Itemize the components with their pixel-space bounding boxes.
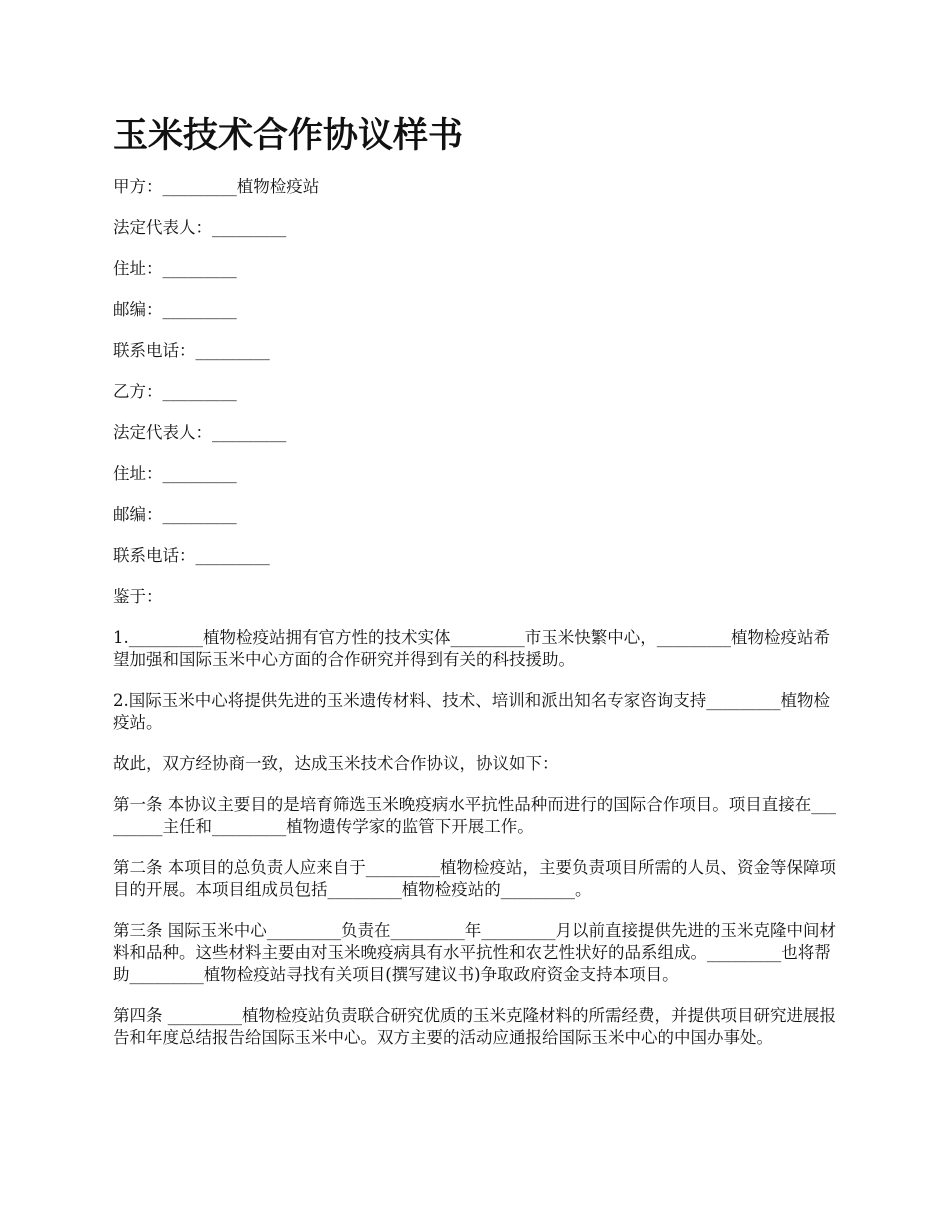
party-a-postcode: 邮编：_________	[113, 300, 237, 319]
whereas-item-2: 2.国际玉米中心将提供先进的玉米遗传材料、技术、培训和派出知名专家咨询支持_________植物检疫站。	[113, 691, 830, 732]
party-b-postcode: 邮编：_________	[113, 505, 237, 524]
party-b-phone: 联系电话：_________	[113, 546, 270, 565]
party-a-address: 住址：_________	[113, 259, 237, 278]
whereas-item-1: 1._________植物检疫站拥有官方性的技术实体_________市玉米快繁中心，_________植物检疫站希望加强和国际玉米中心方面的合作研究并得到有关的科技援助。	[113, 628, 830, 669]
article-3: 第三条 国际玉米中心_________负责在_________年_________月以前直接提供先进的玉米克隆中间材料和品种。这些材料主要由对玉米晚疫病具有水平抗性和农艺性状好的品系组成。_________也将帮助_________植物检疫站寻找有关项目(撰写建议书)争取政府资金支持本项目。	[113, 921, 836, 984]
party-a-representative: 法定代表人：_________	[113, 218, 287, 237]
article-4: 第四条 _________植物检疫站负责联合研究优质的玉米克隆材料的所需经费，并提供项目研究进展报告和年度总结报告给国际玉米中心。双方主要的活动应通报给国际玉米中心的中国办事处。	[113, 1006, 836, 1047]
whereas-heading: 鉴于：	[113, 587, 163, 606]
party-a-name: 甲方：_________植物检疫站	[113, 177, 320, 196]
party-a-phone: 联系电话：_________	[113, 341, 270, 360]
party-b-address: 住址：_________	[113, 464, 237, 483]
article-2: 第二条 本项目的总负责人应来自于_________植物检疫站，主要负责项目所需的人员、资金等保障项目的开展。本项目组成员包括_________植物检疫站的_________。	[113, 858, 836, 899]
document-body	[113, 176, 838, 1049]
party-b-representative: 法定代表人：_________	[113, 423, 287, 442]
agreement-intro: 故此，双方经协商一致，达成玉米技术合作协议，协议如下：	[113, 754, 559, 773]
article-1: 第一条 本协议主要目的是培育筛选玉米晚疫病水平抗性品种而进行的国际合作项目。项目直接在_________主任和_________植物遗传学家的监管下开展工作。	[113, 795, 836, 836]
party-b-name: 乙方：_________	[113, 382, 237, 401]
document-title: 玉米技术合作协议样书	[113, 116, 464, 156]
